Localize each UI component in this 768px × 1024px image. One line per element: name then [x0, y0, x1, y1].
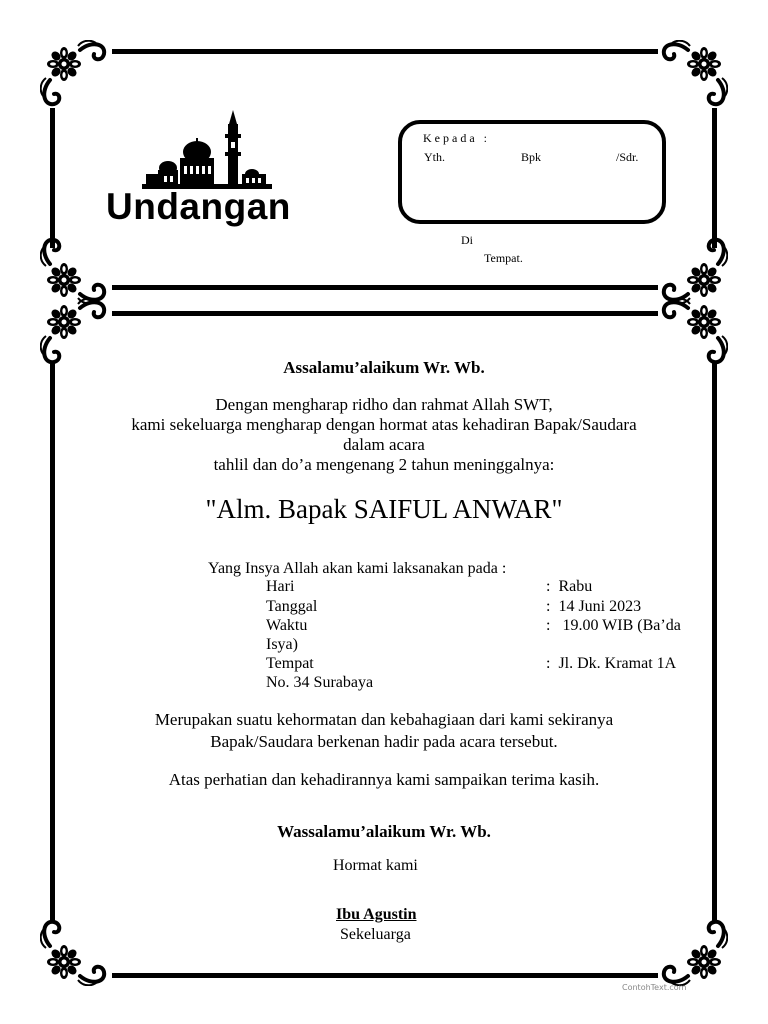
frame-top-right-line — [712, 108, 717, 248]
address-bpk: Bpk — [521, 150, 542, 164]
farewell: Wassalamu’alaikum Wr. Wb. — [277, 822, 491, 841]
closing-line: Bapak/Saudara berkenan hadir pada acara tersebut. — [210, 732, 558, 751]
intro-line: kami sekeluarga mengharap dengan hormat atas kehadiran Bapak/Saudara — [131, 415, 637, 434]
thanks-line: Atas perhatian dan kehadirannya kami sampaikan terima kasih. — [168, 770, 600, 789]
frame-top-line — [112, 49, 658, 54]
intro-line: tahlil dan do’a mengenang 2 tahun meninggalnya: — [213, 455, 555, 474]
signer-family: Sekeluarga — [340, 926, 411, 943]
corner-ornament-top-left — [40, 40, 112, 112]
deceased-name: "Alm. Bapak SAIFUL ANWAR" — [205, 494, 563, 524]
mosque-icon — [142, 108, 274, 190]
address-tempat: Tempat. — [484, 251, 523, 265]
corner-ornament-main-bottom-right — [656, 914, 728, 986]
schedule-intro: Yang Insya Allah akan kami laksanakan pada : — [208, 560, 507, 577]
closing-line: Merupakan suatu kehormatan dan kebahagiaan dari kami sekiranya — [154, 710, 614, 729]
schedule-tanggal-label: Tanggal — [266, 598, 318, 615]
intro-line: Dengan mengharap ridho dan rahmat Allah SWT, — [215, 395, 553, 414]
source-watermark: ContohText.com — [622, 983, 687, 992]
signer-name: Ibu Agustin — [336, 906, 417, 923]
schedule-tempat-value: : Jl. Dk. Kramat 1A — [546, 655, 677, 672]
schedule-waktu-cont: Isya) — [266, 636, 298, 653]
frame-top-bottom-line — [112, 285, 658, 290]
schedule-waktu-value: : 19.00 WIB (Ba’da — [546, 617, 681, 634]
schedule-waktu-label: Waktu — [266, 617, 308, 634]
greeting: Assalamu’alaikum Wr. Wb. — [283, 358, 485, 377]
frame-main-bottom-line — [112, 973, 658, 978]
schedule-hari-value: : Rabu — [546, 578, 593, 595]
address-kepada: K e p a d a : — [423, 131, 487, 145]
invitation-title: Undangan — [106, 186, 291, 227]
intro-line: dalam acara — [343, 435, 425, 454]
address-di: Di — [461, 233, 473, 247]
address-yth: Yth. — [424, 150, 445, 164]
corner-ornament-mid-right — [656, 232, 728, 304]
frame-top-left-line — [50, 108, 55, 248]
corner-ornament-main-bottom-left — [40, 914, 112, 986]
schedule-tanggal-value: : 14 Juni 2023 — [546, 598, 642, 615]
frame-main-top-line — [112, 311, 658, 316]
address-sdr: /Sdr. — [616, 150, 639, 164]
schedule-hari-label: Hari — [266, 578, 295, 595]
schedule-tempat-label: Tempat — [266, 655, 314, 672]
corner-ornament-mid-left — [40, 232, 112, 304]
corner-ornament-top-right — [656, 40, 728, 112]
hormat-kami: Hormat kami — [333, 857, 418, 874]
schedule-tempat-cont: No. 34 Surabaya — [266, 674, 374, 691]
